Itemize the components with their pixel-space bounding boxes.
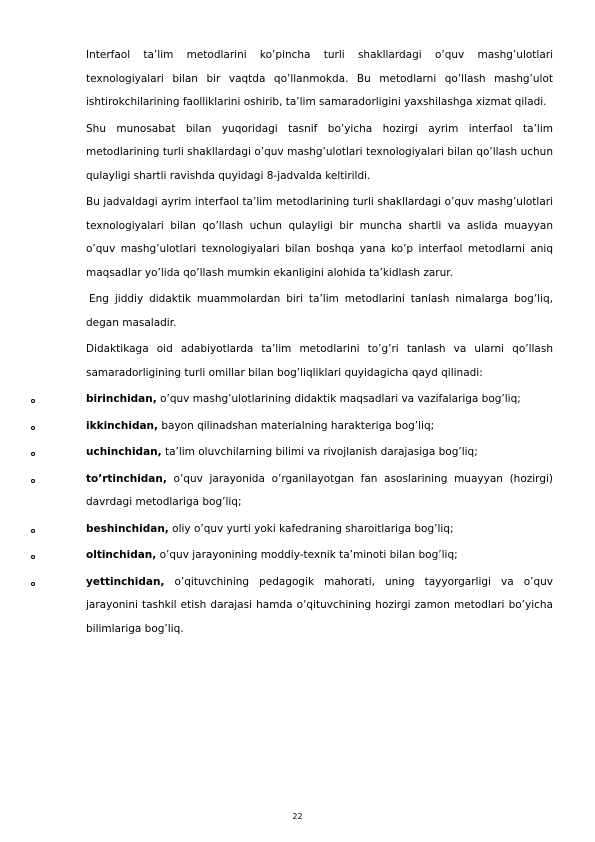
list-item-term: birinchidan, — [86, 393, 157, 405]
list-item-text: o’quv mashg’ulotlarining didaktik maqsadlari va vazifalariga bog’liq; — [156, 393, 521, 405]
list-item-text: ta’lim oluvchilarning bilimi va rivojlanish darajasiga bog’liq; — [161, 446, 478, 458]
page-content — [86, 44, 553, 644]
paragraph-1: Interfaol ta’lim metodlarini ko’pincha turli shakllardagi o’quv mashg’ulotlari texnologiyalari bilan bir vaqtda qo’llanmokda. Bu metodlarni qo’llash mashg’ulot ishtirokchilarining faolliklarini oshirib, ta’lim samaradorligini yaxshilashga xizmat qiladi. — [86, 49, 553, 108]
list-item — [86, 388, 553, 412]
list-item — [86, 468, 553, 515]
bullet-circle-icon — [31, 529, 35, 533]
list-item — [86, 544, 553, 568]
list-item-term: ikkinchidan, — [86, 419, 159, 432]
list-item — [86, 518, 553, 542]
list-item-term: oltinchidan, — [86, 549, 157, 561]
bullet-circle-icon — [31, 555, 35, 559]
page-number: 22 — [292, 812, 303, 821]
list-item — [86, 571, 553, 642]
bullet-circle-icon — [31, 426, 35, 430]
list-item — [86, 441, 553, 465]
list-item-text: oliy o’quv yurti yoki kafedraning sharoitlariga bog’liq; — [168, 522, 454, 535]
list-item-text: o’qituvchining pedagogik mahorati, uning tayyorgarligi va o’quv jarayonini tashkil etish darajasi hamda o’qituvchining hozirgi zamon metodlari bo’yicha bilimlariga bog’liq. — [86, 575, 553, 635]
list-item-text: o’quv jarayonida o’rganilayotgan fan asoslarining muayyan (hozirgi) davrdagi metodlariga bog’liq; — [86, 472, 553, 508]
paragraph-3: Bu jadvaldagi ayrim interfaol ta’lim metodlarining turli shakllardagi o’quv mashg’ulotlari texnologiyalari bilan qo’llash uchun qulayligi bir muncha shartli va aslida muayyan o’quv mashg’ulotlari texnologiyalari bilan boshqa yana ko’p interfaol metodlarni aniq maqsadlar yo’lida qo’llash mumkin ekanligini alohida ta’kidlash zarur. — [86, 196, 553, 279]
paragraph-5: Didaktikaga oid adabiyotlarda ta’lim metodlarini to’g’ri tanlash va ularni qo’llash samaradorligining turli omillar bilan bog’liqliklari quyidagicha qayd qilinadi: — [86, 343, 553, 379]
bullet-circle-icon — [31, 479, 35, 483]
list-item-term: uchinchidan, — [86, 446, 162, 458]
bullet-circle-icon — [31, 399, 35, 403]
bullet-circle-icon — [31, 452, 35, 456]
list-item-term: beshinchidan, — [86, 522, 169, 535]
paragraph-2: Shu munosabat bilan yuqoridagi tasnif bo’yicha hozirgi ayrim interfaol ta’lim metodlarining turli shakllardagi o’quv mashg’ulotlari texnologiyalari bilan qo’llash uchun qulayligi shartli ravishda quyidagi 8-jadvalda keltirildi. — [86, 122, 553, 182]
factors-list — [86, 388, 553, 641]
bullet-circle-icon — [31, 582, 35, 586]
paragraph-4: Eng jiddiy didaktik muammolardan biri ta’lim metodlarini tanlash nimalarga bog’liq, degan masaladir. — [86, 293, 553, 329]
list-item-text: o’quv jarayonining moddiy-texnik ta’minoti bilan bog’liq; — [156, 549, 458, 561]
list-item — [86, 415, 553, 439]
list-item-term: to’rtinchidan, — [86, 472, 167, 485]
list-item-term: yettinchidan, — [86, 575, 165, 588]
list-item-text: bayon qilinadshan materialning harakteriga bog’liq; — [158, 419, 435, 432]
